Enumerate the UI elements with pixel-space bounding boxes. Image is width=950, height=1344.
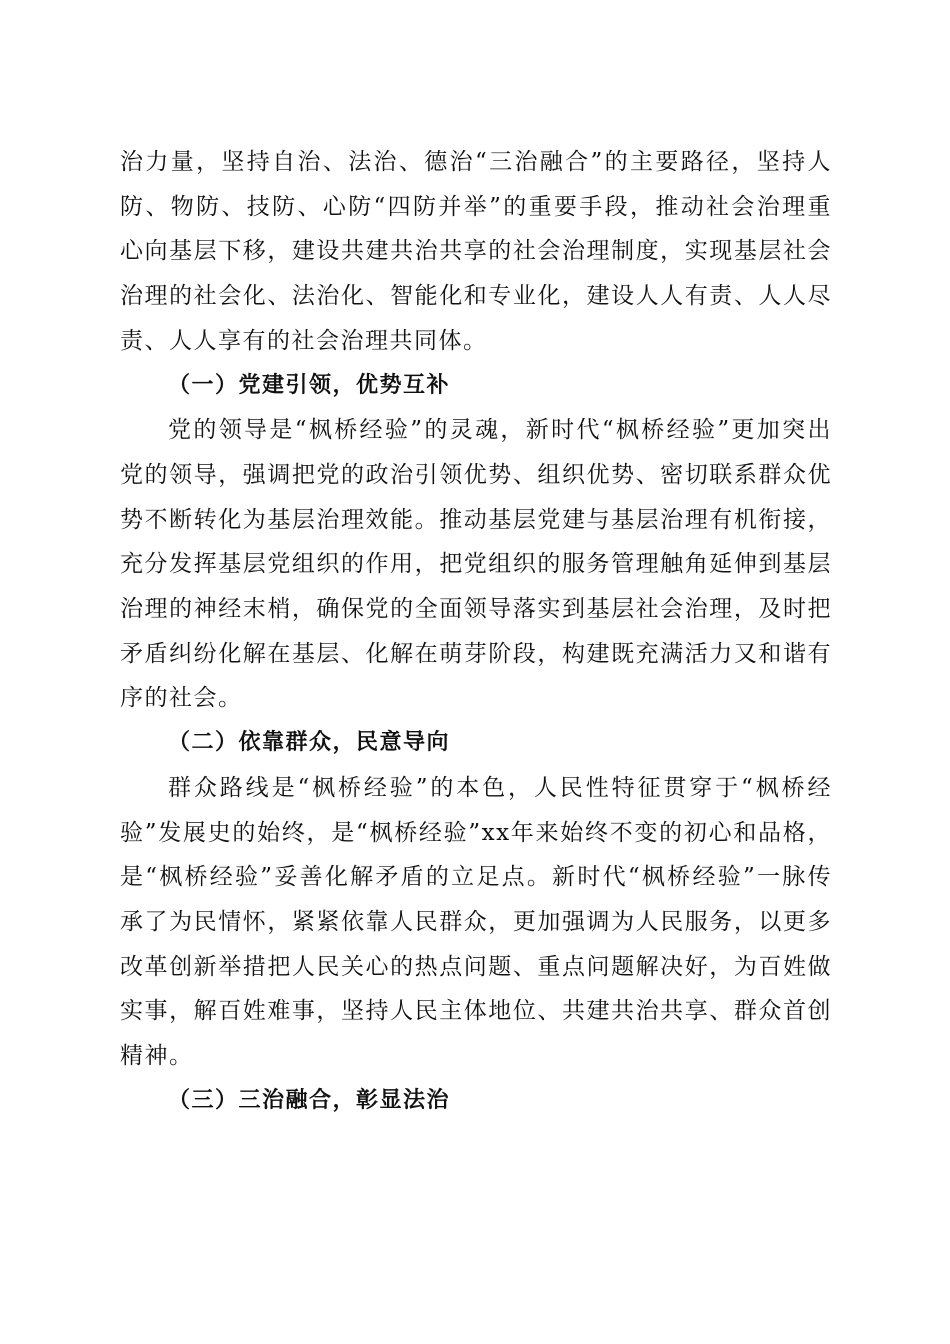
section-heading-1: （一）党建引领，优势互补 [168, 372, 451, 398]
paragraph-party-leadership: 党的领导是“枫桥经验”的灵魂，新时代“枫桥经验”更加突出党的领导，强调把党的政治引领优势、组织优势、密切联系群众优势不断转化为基层治理效能。推动基层党建与基层治理有机衔接，充分发挥基层党组织的作用，把党组织的服务管理触角延伸到基层治理的神经末梢，确保党的全面领导落实到基层社会治理，及时把矛盾纠纷化解在基层、化解在萌芽阶段，构建既充满活力又和谐有序的社会。 [120, 417, 832, 712]
document-page [120, 140, 832, 1123]
paragraph-mass-line: 群众路线是“枫桥经验”的本色，人民性特征贯穿于“枫桥经验”发展史的始终，是“枫桥经验”xx年来始终不变的初心和品格，是“枫桥经验”妥善化解矛盾的立足点。新时代“枫桥经验”一脉传承了为民情怀，紧紧依靠人民群众，更加强调为人民服务，以更多改革创新举措把人民关心的热点问题、重点问题解决好，为百姓做实事，解百姓难事，坚持人民主体地位、共建共治共享、群众首创精神。 [120, 774, 832, 1070]
section-heading-3: （三）三治融合，彰显法治 [168, 1087, 451, 1113]
section-heading-2: （二）依靠群众，民意导向 [168, 730, 451, 756]
paragraph-continuation: 治力量，坚持自治、法治、德治“三治融合”的主要路径，坚持人防、物防、技防、心防“四防并举”的重要手段，推动社会治理重心向基层下移，建设共建共治共享的社会治理制度，实现基层社会治理的社会化、法治化、智能化和专业化，建设人人有责、人人尽责、人人享有的社会治理共同体。 [120, 149, 832, 354]
